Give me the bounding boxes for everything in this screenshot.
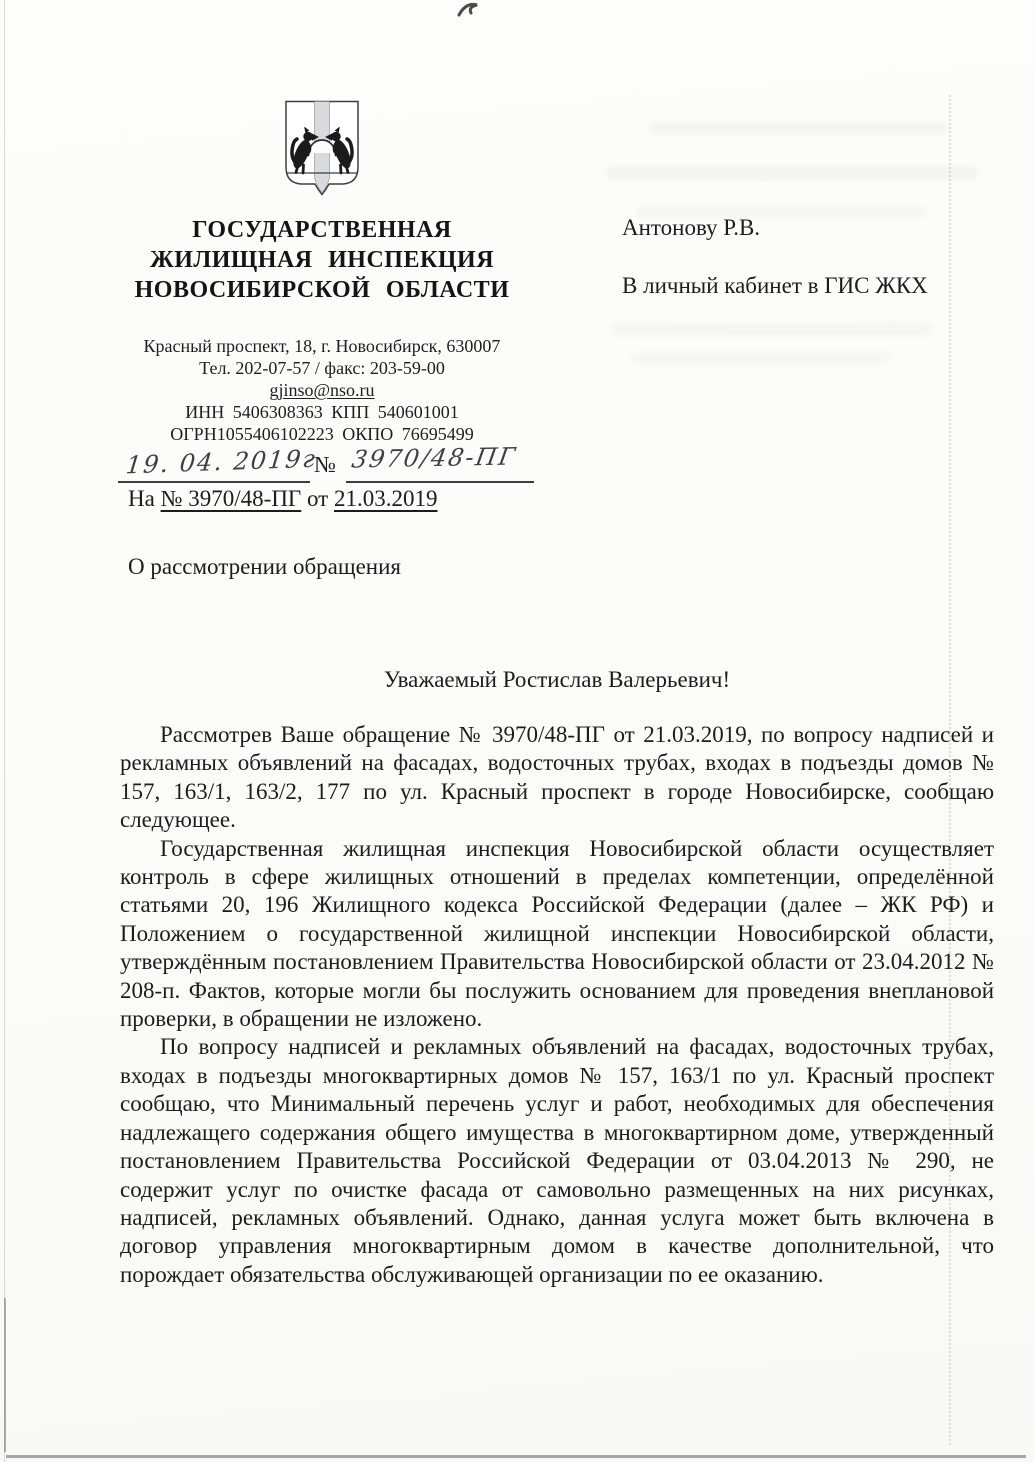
letterhead [102,98,542,445]
outgoing-date-handwritten: 19. 04. 2019г [124,444,319,480]
outgoing-number-sign: № [314,452,336,477]
salutation: Уважаемый Ростислав Валерьевич! [383,667,731,692]
body-paragraph-1: Рассмотрев Ваше обращение № 3970/48-ПГ от 21.03.2019, по вопросу надписей и рекламных объявлений на фасадах, водосточных трубах, входах в подъезды домов № 157, 163/1, 163/2, 177 по ул. Красный проспект в городе Новосибирске, сообщаю следующее. [120,722,994,833]
letter-body [120,721,994,1289]
org-contacts [102,335,542,445]
org-inn-kpp: ИНН 5406308363 КПП 540601001 [185,402,459,422]
letter-subject: О рассмотрении обращения [128,554,401,579]
in-reply-to-date: 21.03.2019 [333,486,438,511]
body-paragraph-2: Государственная жилищная инспекция Новосибирской области осуществляет контроль в сфере жилищных отношений в пределах компетенции, определённой статьями 20, 196 Жилищного кодекса Российской Федерации (далее – ЖК РФ) и Положением о государственной жилищной инспекции Новосибирской области, утверждённым постановлением Правительства Новосибирской области от 23.04.2012 № 208-п. Фактов, которые могли бы послужить основанием для проведения внеплановой проверки, в обращении не изложено. [120,835,994,1032]
outgoing-number-handwritten: 3970/48-ПГ [349,442,519,474]
org-name-line2: ЖИЛИЩНАЯ ИНСПЕКЦИЯ [149,247,495,273]
org-phone-fax: Тел. 202-07-57 / факс: 203-59-00 [199,358,445,378]
bleed-through-artifact [606,166,978,180]
in-reply-to-prefix: На [128,486,155,511]
org-name [102,215,542,305]
in-reply-to-line [128,486,437,512]
org-email: gjinso@nso.ru [269,380,375,400]
outgoing-date-underline [118,481,310,483]
body-paragraph-3: По вопросу надписей и рекламных объявлений на фасадах, водосточных трубах, входах в подъезды многоквартирных домов № 157, 163/1 по ул. Красный проспект сообщаю, что Минимальный перечень услуг и работ, необходимых для обеспечения надлежащего содержания общего имущества в многоквартирном доме, утвержденный постановлением Правительства Российской Федерации от 03.04.2013 № 290, не содержит услуг по очистке фасада от самовольно размещенных на них рисунках, надписей, рекламных объявлений. Однако, данная услуга может быть включена в договор управления многоквартирным домом в качестве дополнительной, что порождает обязательства обслуживающей организации по ее оказанию. [120,1034,994,1287]
org-name-line3: НОВОСИБИРСКОЙ ОБЛАСТИ [134,277,510,303]
org-ogrn-okpo: ОГРН1055406102223 ОКПО 76695499 [170,424,474,444]
novosibirsk-oblast-coat-of-arms-icon [277,98,367,198]
in-reply-to-number: № 3970/48-ПГ [160,486,302,511]
scan-left-edge-line [4,0,5,1462]
scan-bottom-edge-line [6,1455,1026,1458]
scan-left-edge-dark-segment [4,1298,6,1452]
bleed-through-artifact [612,322,932,336]
pen-mark-artifact [452,0,486,18]
org-name-line1: ГОСУДАРСТВЕННАЯ [192,217,452,243]
in-reply-to-preposition: от [306,486,329,511]
org-address: Красный проспект, 18, г. Новосибирск, 630007 [143,336,501,356]
recipient-delivery-method: В личный кабинет в ГИС ЖКХ [622,273,928,298]
bleed-through-artifact [630,352,890,364]
bleed-through-artifact [648,122,948,135]
outgoing-number-underline [346,481,534,483]
recipient-name: Антонову Р.В. [622,215,761,240]
